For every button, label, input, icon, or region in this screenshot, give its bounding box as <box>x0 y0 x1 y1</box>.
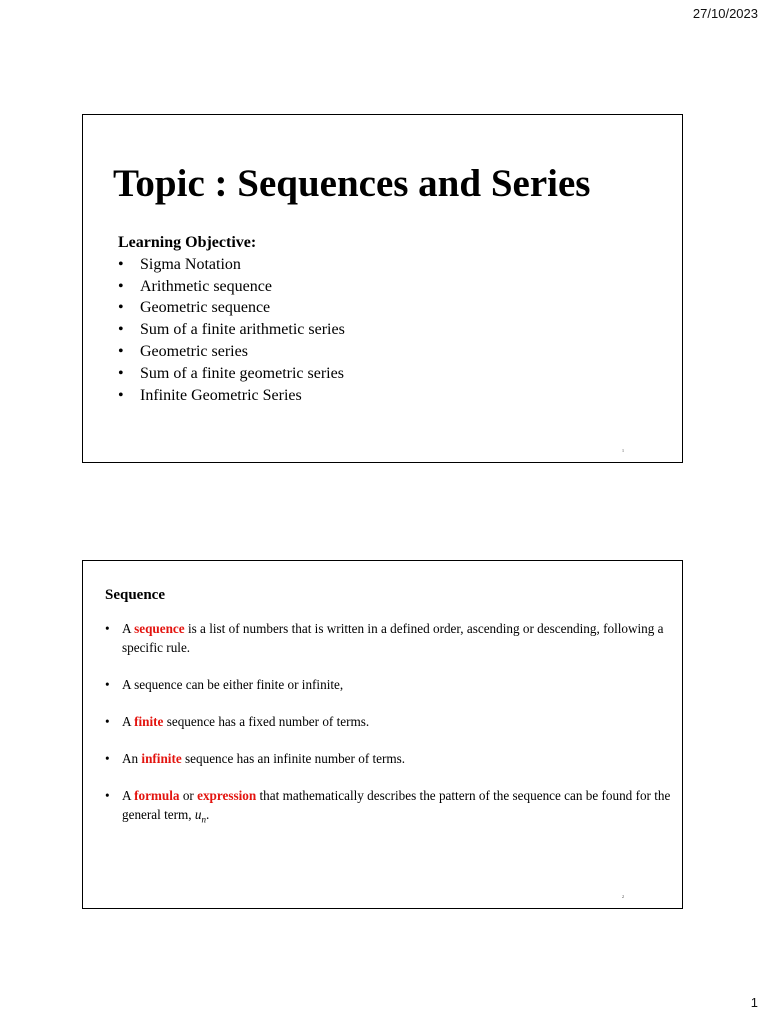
objective-item: • Sum of a finite geometric series <box>118 363 345 385</box>
bullet-text: A <box>122 788 135 803</box>
objectives-list <box>118 254 345 407</box>
highlight-term: formula <box>134 788 180 803</box>
objective-item: • Arithmetic sequence <box>118 276 345 298</box>
objective-item: • Sigma Notation <box>118 254 345 276</box>
page-date: 27/10/2023 <box>692 6 758 21</box>
objective-item: • Geometric series <box>118 341 345 363</box>
bullet-text: . <box>205 807 210 822</box>
bullet-formula <box>105 786 675 830</box>
highlight-term: finite <box>134 714 164 729</box>
math-subscript: n <box>201 814 206 825</box>
bullet-text: sequence has a fixed number of terms. <box>163 714 370 729</box>
slide-sequence <box>82 560 683 909</box>
bullet-text: A <box>122 621 135 636</box>
bullet-text: sequence has an infinite number of terms. <box>181 751 406 766</box>
sequence-bullets <box>105 619 675 848</box>
bullet-text: or <box>179 788 198 803</box>
math-base: u <box>194 807 202 822</box>
bullet-text: A sequence can be either finite or infinite, <box>122 677 344 692</box>
bullet-infinite <box>105 749 675 768</box>
general-term-math <box>194 807 206 825</box>
highlight-term: sequence <box>134 621 185 636</box>
bullet-sequence-definition <box>105 619 675 657</box>
bullet-text: is a list of numbers that is written in a defined order, ascending or descending, following a specific rule. <box>122 621 664 655</box>
objective-item: • Infinite Geometric Series <box>118 385 345 407</box>
learning-objectives <box>118 232 345 406</box>
slide-number: 1 <box>622 448 624 453</box>
slide-topic <box>82 114 683 463</box>
section-heading: Sequence <box>105 587 165 603</box>
bullet-text: that mathematically describes the pattern of the sequence can be found for the general term, <box>122 788 671 822</box>
highlight-term: infinite <box>141 751 182 766</box>
slide-title: Topic : Sequences and Series <box>113 162 591 205</box>
bullet-finite-infinite <box>105 675 675 694</box>
objectives-heading: Learning Objective: <box>118 234 257 251</box>
highlight-term: expression <box>197 788 257 803</box>
objective-item: • Geometric sequence <box>118 297 345 319</box>
objective-item: • Sum of a finite arithmetic series <box>118 319 345 341</box>
bullet-text: An <box>122 751 142 766</box>
slide-number: 2 <box>622 894 624 899</box>
bullet-finite <box>105 712 675 731</box>
page-number: 1 <box>750 995 758 1010</box>
bullet-text: A <box>122 714 135 729</box>
